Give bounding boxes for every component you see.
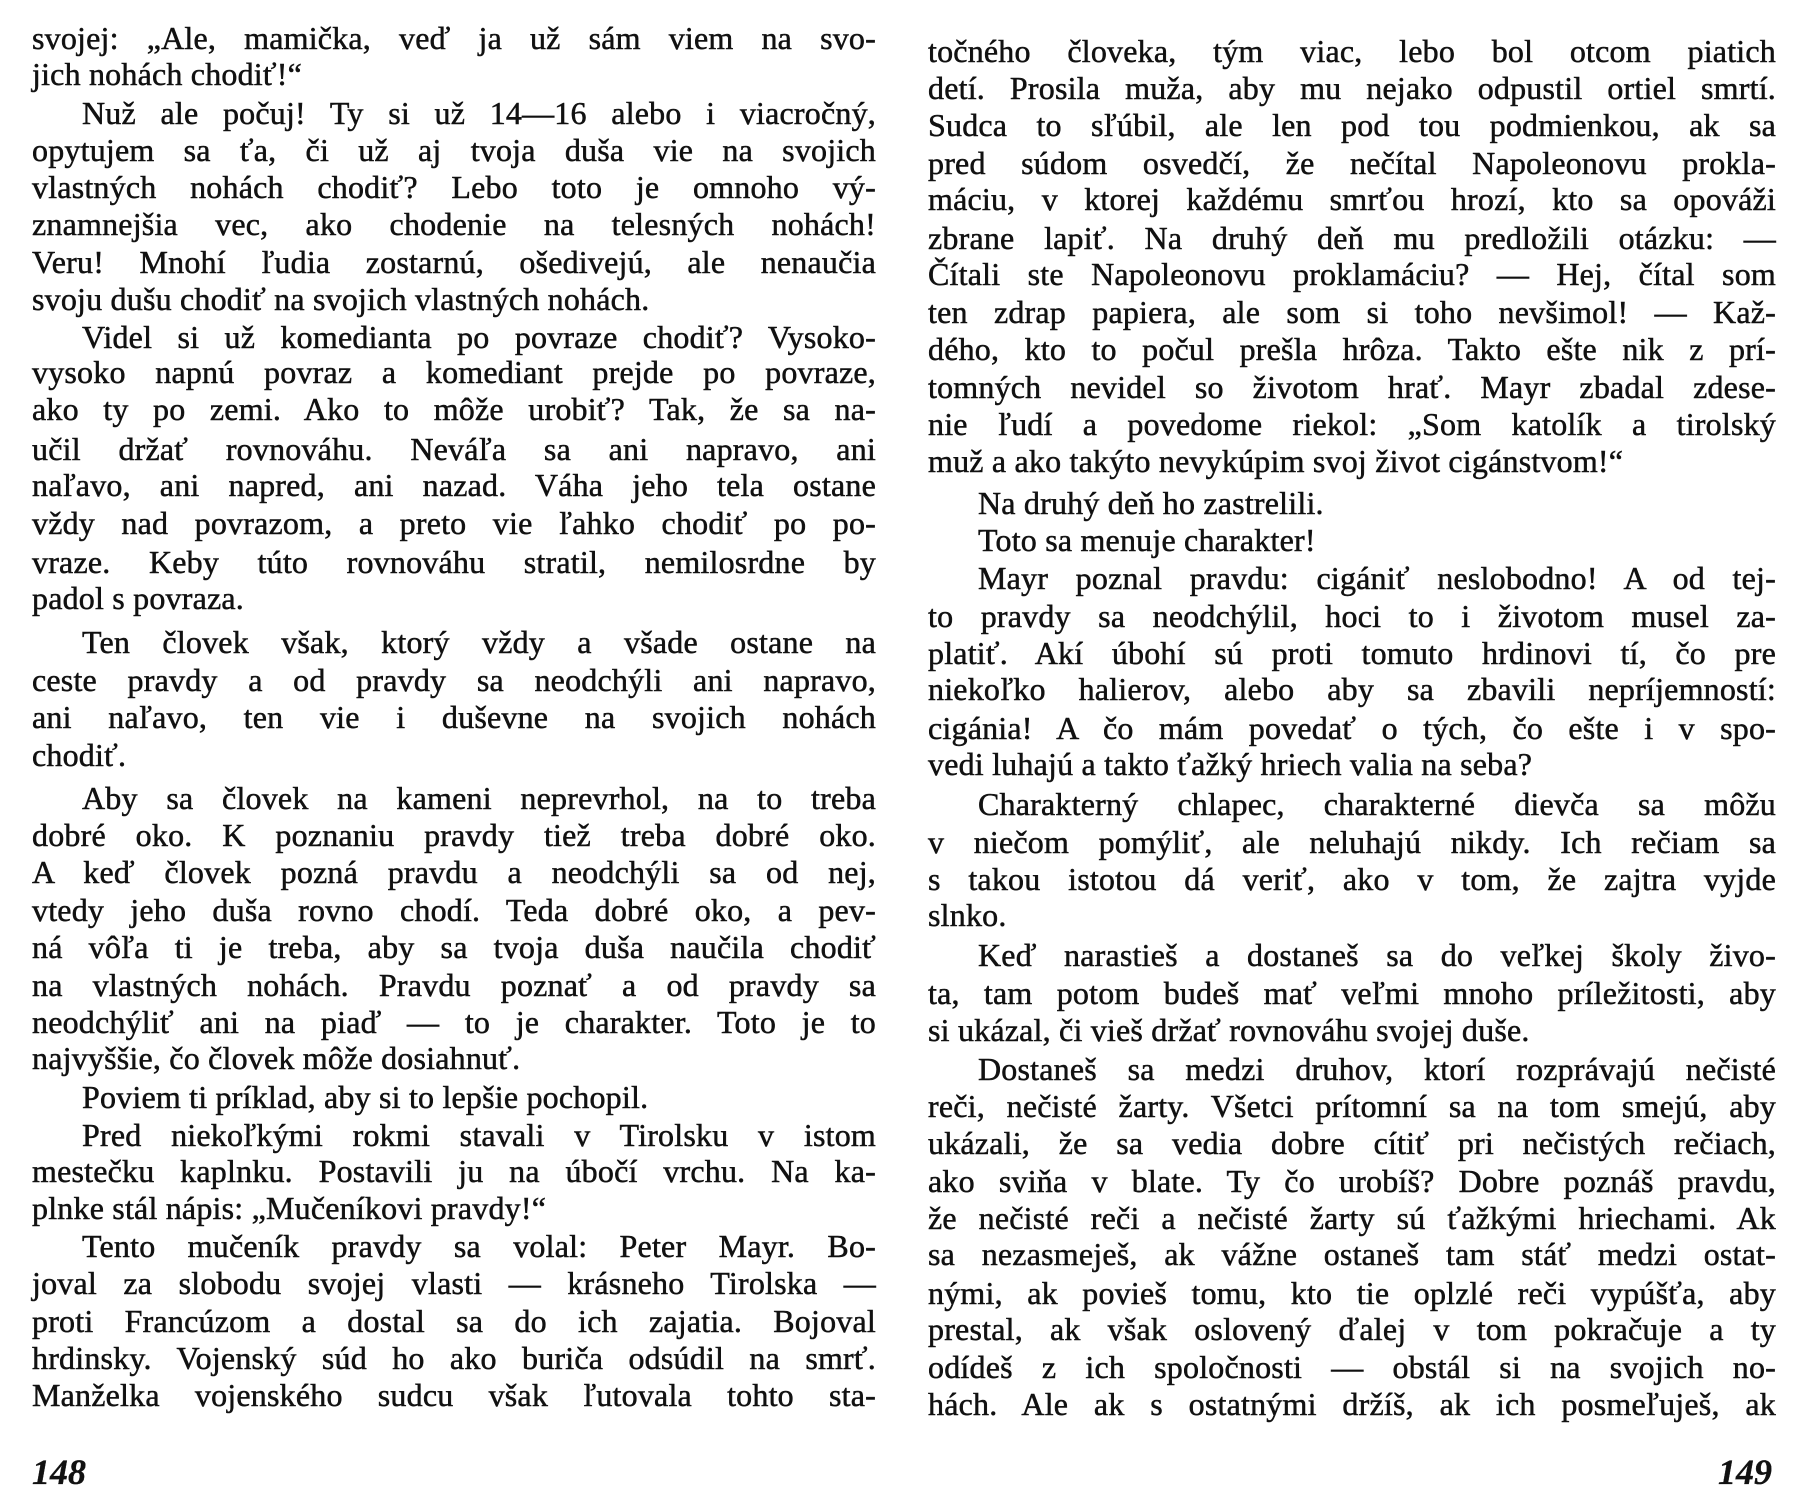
text-line: chodiť. (32, 737, 127, 774)
text-line: joval za slobodu svojej vlasti — krásneho Tirolska — (32, 1265, 876, 1302)
text-line: máciu, v ktorej každému smrťou hrozí, kto sa opováži (928, 181, 1776, 218)
paragraph-first-line: svojej: „Ale, mamička, veď ja už sám viem na svo- (32, 20, 876, 57)
text-line: neodchýliť ani na piaď — to je charakter. Toto je to (32, 1003, 876, 1040)
text-line: niekoľko halierov, alebo aby sa zbavili nepríjemností: (928, 671, 1776, 708)
text-line: ako ty po zemi. Ako to môže urobiť? Tak, že sa na- (32, 391, 876, 428)
text-line: proti Francúzom a dostal sa do ich zajatia. Bojoval (32, 1303, 876, 1340)
text-line: A keď človek pozná pravdu a neodchýli sa od nej, (32, 853, 876, 890)
text-line: si ukázal, či vieš držať rovnováhu svojej duše. (928, 1011, 1530, 1048)
paragraph-first-line: Videl si už komedianta po povraze chodiť? Vysoko- (82, 318, 876, 355)
page-number-left: 148 (32, 1452, 86, 1492)
text-line: pred súdom osvedčí, že nečítal Napoleonovu prokla- (928, 144, 1776, 181)
paragraph-first-line: Na druhý deň ho zastrelili. (978, 484, 1324, 521)
text-line: že nečisté reči a nečisté žarty sú ťažkými hriechami. Ak (928, 1199, 1776, 1236)
text-line: muž a ako takýto nevykúpim svoj život cigánstvom!“ (928, 443, 1624, 480)
paragraph-first-line: Aby sa človek na kameni neprevrhol, na to treba (82, 779, 876, 816)
paragraph-first-line: Ten človek však, ktorý vždy a všade ostane na (82, 624, 876, 661)
text-line: plnke stál nápis: „Mučeníkovi pravdy!“ (32, 1190, 547, 1227)
text-line: znamnejšia vec, ako chodenie na telesných nohách! (32, 205, 876, 242)
text-line: vedi luhajú a takto ťažký hriech valia na seba? (928, 746, 1533, 783)
text-line: hrdinsky. Vojenský súd ho ako buriča odsúdil na smrť. (32, 1340, 876, 1377)
text-line: mestečku kaplnku. Postavili ju na úbočí vrchu. Na ka- (32, 1153, 876, 1190)
text-line: vždy nad povrazom, a preto vie ľahko chodiť po po- (32, 505, 876, 542)
text-line: vraze. Keby túto rovnováhu stratil, nemilosrdne by (32, 543, 876, 580)
text-line: jich nohách chodiť!“ (32, 55, 303, 92)
text-line: hách. Ale ak s ostatnými držíš, ak ich posmeľuješ, ak (928, 1386, 1776, 1423)
right-page (928, 0, 1776, 1500)
text-line: ani naľavo, ten vie i duševne na svojich nohách (32, 699, 876, 736)
text-line: Manželka vojenského sudcu však ľutovala tohto sta- (32, 1377, 876, 1414)
text-line: nie ľudí a povedome riekol: „Som katolík a tirolský (928, 406, 1776, 443)
text-line: vtedy jeho duša rovno chodí. Teda dobré oko, a pev- (32, 891, 876, 928)
paragraph-first-line: Charakterný chlapec, charakterné dievča sa môžu (978, 785, 1776, 822)
paragraph-first-line: Keď narastieš a dostaneš sa do veľkej školy živo- (978, 936, 1776, 973)
left-page (32, 0, 876, 1500)
text-line: platiť. Akí úbohí sú proti tomuto hrdinovi tí, čo pre (928, 634, 1776, 671)
text-line: reči, nečisté žarty. Všetci prítomní sa na tom smejú, aby (928, 1087, 1776, 1124)
text-line: Čítali ste Napoleonovu proklamáciu? — Hej, čítal som (928, 256, 1776, 293)
text-line: Sudca to sľúbil, ale len pod tou podmienkou, ak sa (928, 106, 1776, 143)
paragraph-first-line: Dostaneš sa medzi druhov, ktorí rozprávajú nečisté (978, 1050, 1776, 1087)
text-line: opytujem sa ťa, či už aj tvoja duša vie na svojich (32, 131, 876, 168)
text-line: to pravdy sa neodchýlil, hoci to i životom musel za- (928, 597, 1776, 634)
text-line: učil držať rovnováhu. Neváľa sa ani napravo, ani (32, 430, 876, 467)
paragraph-first-line: Toto sa menuje charakter! (978, 521, 1316, 558)
text-line: dého, kto to počul prešla hrôza. Takto ešte nik z prí- (928, 331, 1776, 368)
text-line: nými, ak povieš tomu, kto tie oplzlé reči vypúšťa, aby (928, 1274, 1776, 1311)
text-line: zbrane lapiť. Na druhý deň mu predložili otázku: — (928, 219, 1776, 256)
text-line: ako sviňa v blate. Ty čo urobíš? Dobre poznáš pravdu, (928, 1162, 1776, 1199)
text-line: sa nezasmeješ, ak vážne ostaneš tam stáť medzi ostat- (928, 1236, 1776, 1273)
paragraph-first-line: Pred niekoľkými rokmi stavali v Tirolsku v istom (82, 1116, 876, 1153)
paragraph-first-line: točného človeka, tým viac, lebo bol otcom piatich (928, 32, 1776, 69)
text-line: s takou istotou dá veriť, ako v tom, že zajtra vyjde (928, 860, 1776, 897)
text-line: ná vôľa ti je treba, aby sa tvoja duša naučila chodiť (32, 928, 876, 965)
text-line: najvyššie, čo človek môže dosiahnuť. (32, 1040, 521, 1077)
paragraph-first-line: Tento mučeník pravdy sa volal: Peter Mayr. Bo- (82, 1228, 876, 1265)
text-line: vysoko napnú povraz a komediant prejde po povraze, (32, 354, 876, 391)
text-line: Veru! Mnohí ľudia zostarnú, ošedivejú, ale nenaučia (32, 243, 876, 280)
text-line: ten zdrap papiera, ale som si toho nevšimol! — Kaž- (928, 294, 1776, 331)
text-line: slnko. (928, 897, 1007, 934)
text-line: padol s povraza. (32, 580, 245, 617)
paragraph-first-line: Poviem ti príklad, aby si to lepšie pochopil. (82, 1078, 649, 1115)
text-line: v niečom pomýliť, ale neluhajú nikdy. Ich rečiam sa (928, 823, 1776, 860)
text-line: detí. Prosila muža, aby mu nejako odpustil ortiel smrtí. (928, 69, 1776, 106)
paragraph-first-line: Mayr poznal pravdu: cigániť neslobodno! A od tej- (978, 559, 1776, 596)
text-line: ukázali, že sa vedia dobre cítiť pri nečistých rečiach, (928, 1124, 1776, 1161)
text-line: ceste pravdy a od pravdy sa neodchýli ani napravo, (32, 662, 876, 699)
text-line: dobré oko. K poznaniu pravdy tiež treba dobré oko. (32, 816, 876, 853)
text-line: tomných nevidel so životom hrať. Mayr zbadal zdese- (928, 369, 1776, 406)
text-line: vlastných nohách chodiť? Lebo toto je omnoho vý- (32, 168, 876, 205)
text-line: cigánia! A čo mám povedať o tých, čo ešte i v spo- (928, 709, 1776, 746)
text-line: ta, tam potom budeš mať veľmi mnoho príležitosti, aby (928, 974, 1776, 1011)
paragraph-first-line: Nuž ale počuj! Ty si už 14—16 alebo i viacročný, (82, 94, 876, 131)
text-line: naľavo, ani napred, ani nazad. Váha jeho tela ostane (32, 467, 876, 504)
text-line: odídeš z ich spoločnosti — obstál si na svojich no- (928, 1349, 1776, 1386)
text-line: prestal, ak však oslovený ďalej v tom pokračuje a ty (928, 1311, 1776, 1348)
text-line: svoju dušu chodiť na svojich vlastných nohách. (32, 280, 650, 317)
page-number-right: 149 (1718, 1452, 1772, 1492)
text-line: na vlastných nohách. Pravdu poznať a od pravdy sa (32, 966, 876, 1003)
